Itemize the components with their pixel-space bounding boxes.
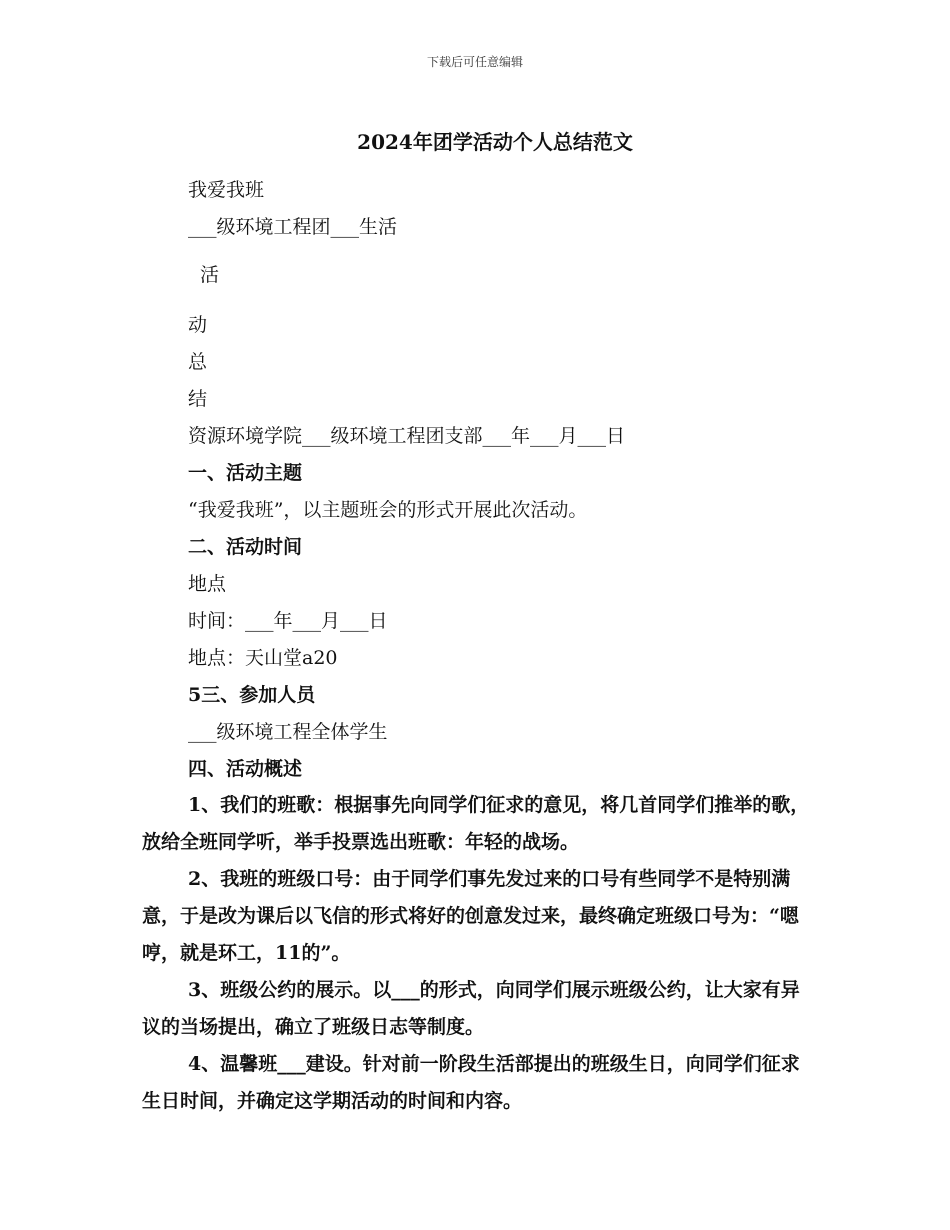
vertical-char-4: 结	[188, 388, 208, 410]
section-1-text: “我爱我班”，以主题班会的形式开展此次活动。	[188, 499, 588, 521]
overview-paragraph-2: 2、我班的班级口号：由于同学们事先发过来的口号有些同学不是特别满意，于是改为课后以飞信的形式将好的创意发过来，最终确定班级口号为：“嗯哼，就是环工，11的”。	[142, 868, 799, 964]
overview-paragraph-4: 4、温馨班___建设。针对前一阶段生活部提出的班级生日，向同学们征求生日时间，并确定这学期活动的时间和内容。	[142, 1053, 800, 1112]
section-2-subheading: 地点	[188, 573, 227, 595]
vertical-char-2: 动	[188, 314, 208, 336]
header-note: 下载后可任意编辑	[426, 55, 523, 69]
vertical-char-1: 活	[200, 264, 220, 286]
overview-paragraph-3: 3、班级公约的展示。以___的形式，向同学们展示班级公约，让大家有异议的当场提出，确立了班级日志等制度。	[142, 979, 800, 1038]
section-2-place: 地点：天山堂a20	[188, 647, 338, 669]
section-1-heading: 一、活动主题	[188, 462, 303, 484]
vertical-char-3: 总	[188, 351, 208, 373]
section-3-text: ___级环境工程全体学生	[188, 721, 388, 743]
overview-paragraph-1: 1、我们的班歌：根据事先向同学们征求的意见，将几首同学们推举的歌，放给全班同学听，举手投票选出班歌：年轻的战场。	[142, 794, 810, 853]
document-title: 2024年团学活动个人总结范文	[357, 130, 633, 154]
department-date-line: 资源环境学院___级环境工程团支部___年___月___日	[188, 425, 626, 447]
intro-line-2: ___级环境工程团___生活	[188, 216, 398, 238]
section-3-heading: 5三、参加人员	[188, 684, 316, 706]
intro-line-1: 我爱我班	[188, 179, 265, 201]
section-2-time: 时间：___年___月___日	[188, 610, 388, 632]
section-2-heading: 二、活动时间	[188, 536, 303, 558]
section-4-heading: 四、活动概述	[188, 758, 303, 780]
